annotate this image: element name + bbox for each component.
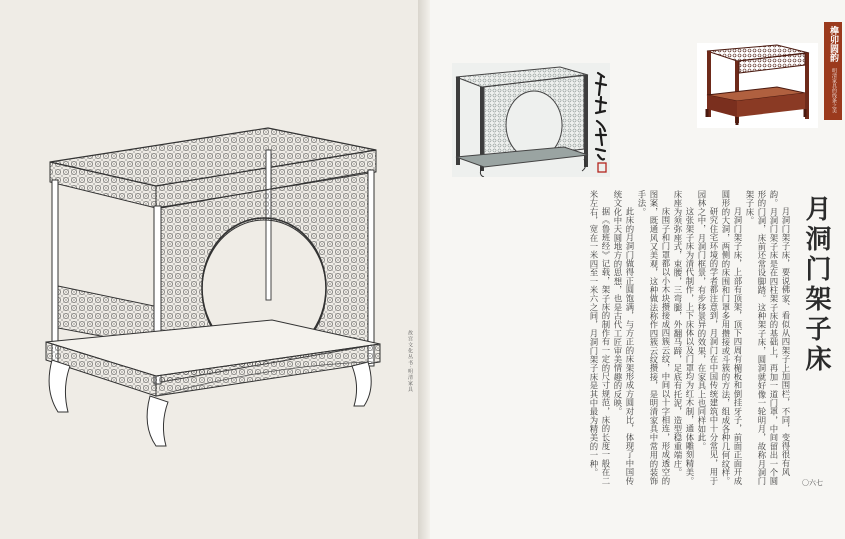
left-page — [0, 0, 418, 539]
paragraph: 这张架子床为清代制作，上下床体以及门罩均为红木制，通体雕刻精美。床座为须弥座式，束腰，三弯腿，外翻马蹄，足底有托泥，造型稳重端庄。 — [673, 190, 695, 485]
paragraph: 床围子和门罩都以小木块攒接成四簇云纹，中间以十字相连，形成透空的图案，既通风又美观，这种做法称作四簇云纹攒接，是明清家具中常用的装饰手法。 — [637, 190, 671, 486]
article-title: 月洞门架子床 — [801, 195, 831, 375]
paragraph: 此床的月洞门做得正圆饱满，与方正的床架形成方圆对比，体现了中国传统文化中天圆地方的思想，也是古代工匠审美情趣的反映。 — [613, 190, 635, 485]
paragraph: 月洞门架子床，上部有顶架，顶下四周有楣板和倒挂牙子，前面正面开成圆形的大洞，两侧的床围和门罩多用攒接或斗簇的方法，组成各种几何纹样。 — [721, 190, 743, 486]
right-page — [430, 0, 845, 539]
bed-photo-with-calligraphy — [452, 63, 610, 177]
paragraph: 月洞门架子床，要说佛家、看似从四架子上加围栏，不同，变得很有风韵。月洞门架子床是在四柱架子床的基础上，再加一道门罩，中间留出一个圆形的门洞，床前还常设脚踏。这种架子床，圆洞就好像一轮明月，故称月洞门架子床。 — [745, 190, 791, 486]
paragraph: 据《鲁班经》记载，架子床的制作有一定的尺寸规范，床的长度一般在二米左右，宽在一米四至一米六之间，月洞门架子床是其中最为精美的一种。 — [589, 190, 611, 485]
chapter-tag-title: 榫卯圆韵 — [828, 26, 838, 62]
bed-line-drawing — [38, 120, 383, 450]
page-footer: 故宫文化丛书·明清家具 — [407, 330, 413, 393]
red-wood-bed-photo — [697, 43, 818, 128]
chapter-tag-subtitle: 明清家具的线条之美 — [831, 68, 837, 113]
article-body — [440, 190, 792, 490]
paragraph: 研究住宅环境的学者都注意到，月洞门在中国传统建筑中十分常见，用于园林之中，月洞门框景，有步移景异的效果，在家具上也同样如此。 — [697, 190, 719, 485]
chapter-tag — [824, 22, 842, 120]
page-number: 〇六七 — [802, 479, 823, 487]
book-gutter — [418, 0, 430, 539]
